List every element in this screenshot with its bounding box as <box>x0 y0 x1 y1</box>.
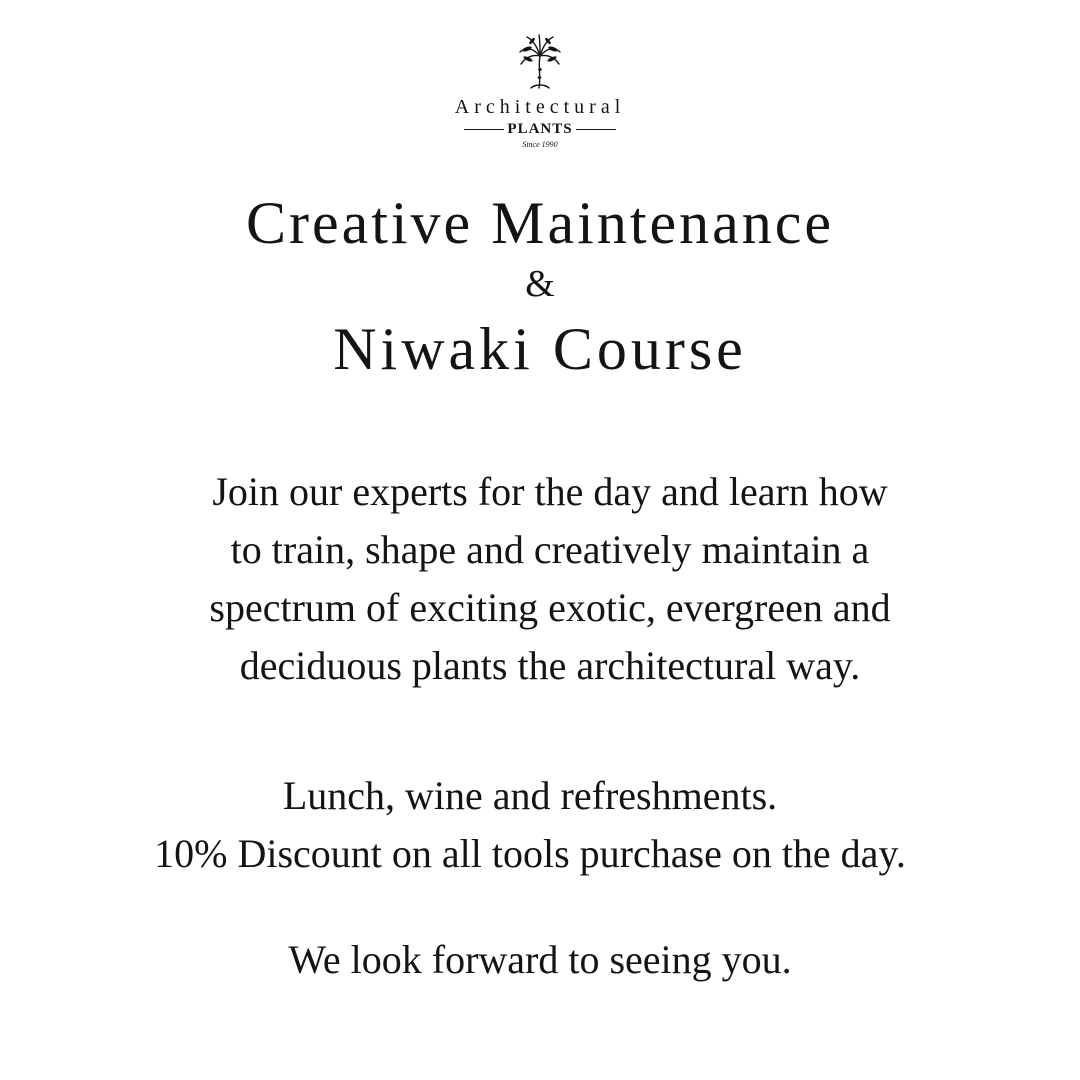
intro-line: spectrum of exciting exotic, evergreen and <box>209 585 891 630</box>
brand-subtitle-text: PLANTS <box>507 121 573 137</box>
brand-rule-left <box>464 129 504 131</box>
closing-line <box>0 931 1080 989</box>
intro-line: to train, shape and creatively maintain a <box>230 527 870 572</box>
perk-line: Lunch, wine and refreshments. <box>282 773 778 818</box>
palm-tree-icon <box>517 34 563 90</box>
intro-line: deciduous plants the architectural way. <box>239 643 861 688</box>
closing-text: We look forward to seeing you. <box>288 937 792 982</box>
brand-logo <box>390 34 690 150</box>
brand-name: Architectural <box>454 96 626 118</box>
perks-paragraph <box>0 767 1070 883</box>
brand-since: Since 1990 <box>522 140 558 149</box>
headline-line-2: Niwaki Course <box>333 316 747 382</box>
headline-ampersand: & <box>525 263 555 305</box>
perk-line: 10% Discount on all tools purchase on the day. <box>154 831 906 876</box>
headline-line-1: Creative Maintenance <box>245 190 835 256</box>
brand-subtitle <box>390 121 690 138</box>
intro-paragraph <box>0 463 1080 695</box>
intro-line: Join our experts for the day and learn how <box>212 469 888 514</box>
brand-rule-right <box>576 129 616 131</box>
